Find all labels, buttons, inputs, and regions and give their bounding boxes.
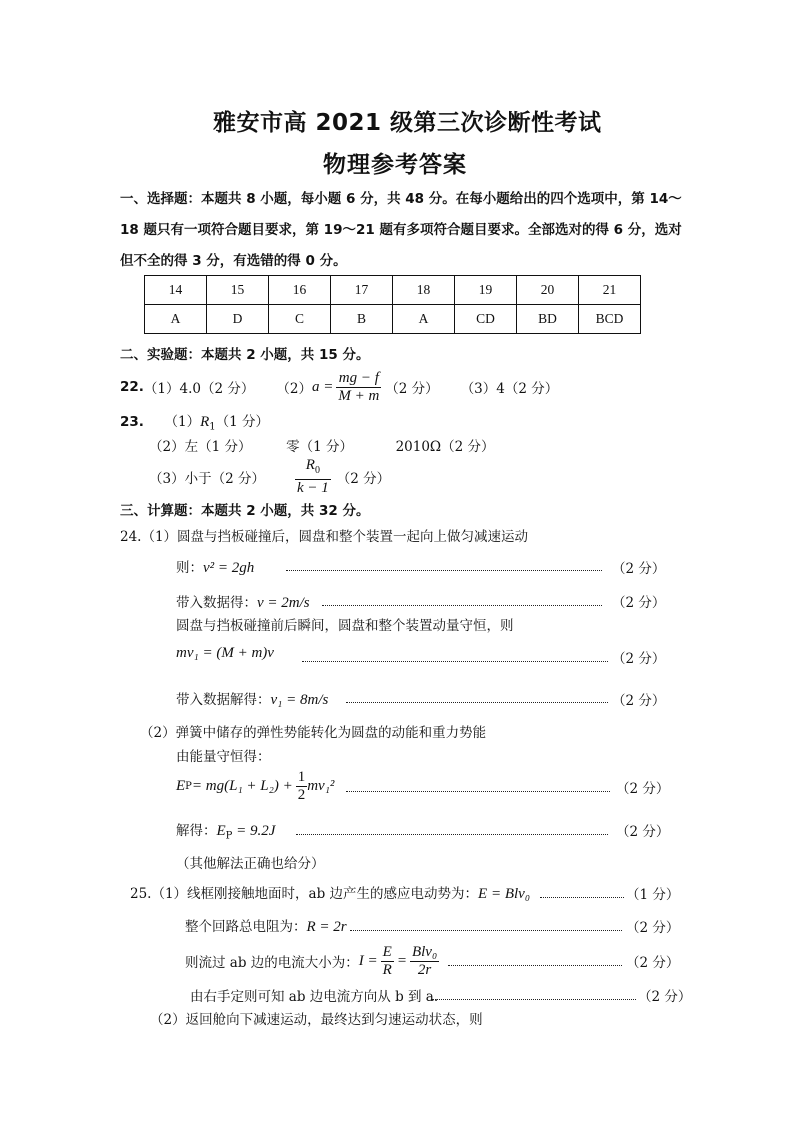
q23-fraction — [295, 457, 331, 497]
dotted-leader — [346, 702, 608, 703]
q23-part1-var: R — [200, 414, 210, 430]
line-text: 则流过 ab 边的电流大小为： — [185, 955, 359, 971]
fraction-numerator: 1 — [297, 768, 306, 785]
fraction-denominator: M + m — [338, 387, 380, 404]
dotted-leader — [540, 897, 624, 898]
section2-heading: 二、实验题：本题共 2 小题，共 15 分。 — [120, 347, 370, 363]
q24-note: （其他解法正确也给分） — [176, 856, 325, 872]
equation-right: mv₁² — [307, 777, 335, 794]
q25-line5: （2）返回舱向下减速运动，最终达到匀速运动状态，则 — [150, 1012, 483, 1028]
q23-line2 — [149, 435, 495, 455]
q23-part2a: （2）左（1 分） — [149, 439, 252, 455]
q24-line5-score: （2 分） — [612, 693, 666, 709]
equation-var: E — [216, 823, 226, 839]
q25-line1 — [130, 882, 530, 903]
q23-part3-score: （2 分） — [336, 471, 391, 487]
section1-line1: 一、选择题：本题共 8 小题，每小题 6 分，共 48 分。在每小题给出的四个选项中，第 14～ — [120, 191, 682, 207]
q24-part2-equation-score: （2 分） — [616, 781, 670, 797]
dotted-leader — [432, 999, 636, 1000]
q22-part2-score: （2 分） — [385, 381, 439, 397]
q24-part2-line1: 由能量守恒得： — [176, 749, 271, 765]
table-cell: 20 — [517, 276, 579, 305]
q25-line3-score: （2 分） — [626, 955, 680, 971]
fraction-denominator: 2r — [417, 961, 432, 978]
q23-part1-sub: 1 — [209, 421, 216, 433]
table-cell: D — [207, 305, 269, 334]
answer-table-number-row — [145, 276, 641, 305]
equation-var: E — [176, 777, 186, 794]
dotted-leader — [346, 791, 610, 792]
line-text: 解得： — [176, 823, 217, 839]
current-fraction — [410, 944, 439, 979]
fraction-denominator: R — [382, 961, 392, 978]
numerator-sub: 0 — [314, 465, 320, 476]
q25-line4: 由右手定则可知 ab 边电流方向从 b 到 a. — [190, 989, 439, 1005]
table-cell: 16 — [269, 276, 331, 305]
table-cell: A — [393, 305, 455, 334]
q22-label: 22. — [120, 379, 144, 395]
q24-part2-result — [176, 819, 275, 842]
equals-sign: = — [396, 952, 407, 969]
fraction-denominator: 2 — [297, 786, 306, 803]
q23-line1 — [120, 410, 269, 433]
q25-line3 — [185, 940, 439, 982]
document-subtitle: 物理参考答案 — [323, 152, 467, 178]
answer-table-answer-row — [145, 305, 641, 334]
q22-part3: （3）4（2 分） — [460, 381, 559, 397]
line-text: 带入数据解得： — [176, 692, 271, 708]
q24-part2-result-score: （2 分） — [616, 824, 670, 840]
equation-sub: P — [185, 780, 192, 792]
table-cell: 19 — [455, 276, 517, 305]
equation-sub: P — [225, 830, 233, 842]
q22-part2-lhs: a = — [311, 378, 334, 395]
section1-line2: 18 题只有一项符合题目要求，第 19～21 题有多项符合题目要求。全部选对的得 6 分，选对 — [120, 222, 682, 238]
dotted-leader — [322, 605, 602, 606]
fraction-numerator: E — [382, 943, 392, 960]
equation: mv₁ = (M + m)v — [176, 645, 274, 661]
table-cell: C — [269, 305, 331, 334]
e-over-r-fraction — [381, 944, 394, 979]
dotted-leader — [286, 570, 602, 571]
equation: E = Blv₀ — [478, 886, 531, 902]
equation: = 9.2J — [232, 823, 276, 839]
q23-part1-score: （1 分） — [215, 414, 270, 430]
numerator-var: R — [305, 457, 315, 473]
equation: v₁ = 8m/s — [270, 692, 329, 708]
q22-part2-prefix: （2） — [276, 381, 312, 397]
table-cell: B — [331, 305, 393, 334]
fraction-denominator: k − 1 — [296, 480, 329, 496]
document-title: 雅安市高 2021 级第三次诊断性考试 — [213, 110, 602, 136]
equation: v = 2m/s — [257, 595, 310, 611]
q24-line1 — [176, 556, 254, 577]
equation-lhs: I = — [358, 952, 378, 969]
equation: v² = 2gh — [203, 560, 255, 576]
q22-line — [120, 367, 558, 407]
table-cell: CD — [455, 305, 517, 334]
q23-part1-prefix: （1） — [164, 414, 201, 430]
fraction-numerator — [295, 457, 331, 480]
half-fraction — [296, 769, 308, 804]
q24-line2-score: （2 分） — [612, 595, 666, 611]
dotted-leader — [350, 930, 622, 931]
q24-line3: 圆盘与挡板碰撞前后瞬间，圆盘和整个装置动量守恒，则 — [176, 618, 514, 634]
table-cell: 18 — [393, 276, 455, 305]
equation: R = 2r — [306, 919, 347, 935]
fraction-numerator: Blv₀ — [411, 943, 438, 960]
q24-line5 — [176, 688, 328, 709]
fraction-numerator: mg − f — [336, 370, 381, 388]
q25-line1-score: （1 分） — [626, 887, 680, 903]
table-cell: 21 — [579, 276, 641, 305]
line-text: 25.（1）线框刚接触地面时，ab 边产生的感应电动势为： — [130, 886, 479, 902]
q24-line4 — [176, 645, 274, 662]
section3-heading: 三、计算题：本题共 2 小题，共 32 分。 — [120, 503, 370, 519]
q23-part2b: 零（1 分） — [286, 439, 353, 455]
q23-label: 23. — [120, 414, 144, 430]
q24-line1-score: （2 分） — [612, 561, 666, 577]
table-cell: BCD — [579, 305, 641, 334]
q24-line4-score: （2 分） — [612, 651, 666, 667]
q24-intro: 24.（1）圆盘与挡板碰撞后，圆盘和整个装置一起向上做匀减速运动 — [120, 529, 529, 545]
line-text: 整个回路总电阻为： — [185, 919, 307, 935]
line-text: 则： — [176, 560, 203, 576]
line-text: 带入数据得： — [176, 595, 257, 611]
q24-line2 — [176, 591, 310, 612]
table-cell: A — [145, 305, 207, 334]
table-cell: 14 — [145, 276, 207, 305]
q24-part2-intro: （2）弹簧中储存的弹性势能转化为圆盘的动能和重力势能 — [140, 725, 487, 741]
dotted-leader — [302, 661, 608, 662]
q24-part2-equation — [176, 765, 334, 807]
table-cell: 17 — [331, 276, 393, 305]
section1-line3: 但不全的得 3 分，有选错的得 0 分。 — [120, 253, 347, 269]
dotted-leader — [296, 834, 608, 835]
dotted-leader — [448, 965, 622, 966]
table-cell: BD — [517, 305, 579, 334]
q23-line3 — [149, 457, 390, 497]
q25-line2-score: （2 分） — [626, 920, 680, 936]
q25-line4-score: （2 分） — [638, 989, 692, 1005]
q23-part3a: （3）小于（2 分） — [149, 471, 265, 487]
q23-part2c: 2010Ω（2 分） — [395, 439, 495, 455]
equation-mid: = mg(L₁ + L₂) + — [191, 777, 293, 794]
q25-line2 — [185, 915, 347, 936]
q22-part1: （1）4.0（2 分） — [143, 381, 255, 397]
q22-fraction — [336, 370, 381, 405]
answer-table — [144, 275, 641, 334]
table-cell: 15 — [207, 276, 269, 305]
